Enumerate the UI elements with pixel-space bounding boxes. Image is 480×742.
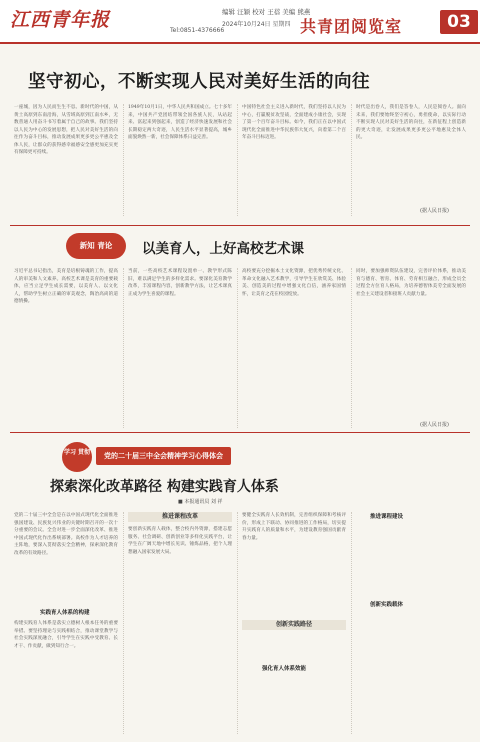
article3-byline: ■ 本报通讯员 刘 祥 — [178, 499, 223, 505]
article1-column-2: 1949年10月1日，中华人民共和国成立。七十多年来，中国共产党团结带领全国各族人民，从站起来、富起来到强起来，创造了经济快速发展和社会长期稳定两大奇迹，人民生活水平显著提高，城乡面貌焕然一新，社会保障体系日益完善。 — [128, 105, 232, 140]
article3-column-3: 要健全实践育人长效机制，完善组织保障和考核评价，形成上下联动、协同推进的工作格局，切实提升实践育人的质量和水平，为建设教育强国贡献青春力量。 — [242, 513, 346, 541]
article2-headline: 以美育人，上好高校艺术课 — [142, 241, 304, 257]
article2-column-3: 高校要充分挖掘本土文化资源，把优秀传统文化、革命文化融入艺术教学，引导学生在欣赏美、体验美、创造美的过程中增强文化自信，涵养家国情怀，让美育之花在校园绽放。 — [242, 269, 346, 297]
article3-box-subhead-2: 创新实践路径 — [242, 620, 346, 630]
section-title: 共青团阅览室 — [300, 17, 403, 36]
issue-date: 2024年10月24日 星期四 — [222, 21, 291, 28]
newspaper-logo: 江西青年报 — [10, 9, 111, 31]
article3-subhead-4: 强化育人体系效能 — [262, 666, 307, 672]
column-divider — [237, 268, 238, 428]
column-divider — [237, 104, 238, 216]
article3-column-2: 要创新实践育人载体，整合校内外资源，搭建志愿服务、社会调研、创新创业等多样化实践平台，让学生在广阔天地中增长见识、锤炼品格，把个人理想融入国家发展大局。 — [128, 527, 232, 555]
article1-column-3: 中国特色社会主义进入新时代，我们坚持以人民为中心，打赢脱贫攻坚战，全面建成小康社会，实现了第一个百年奋斗目标。如今，我们正在以中国式现代化全面推进中华民族伟大复兴，向着第二个百年奋斗目标迈进。 — [242, 105, 346, 140]
article3-headline: 探索深化改革路径 构建实践育人体系 — [50, 479, 279, 495]
article3-subhead-1: 实践育人体系的构建 — [40, 610, 90, 616]
study-badge: 学习 贯彻 — [62, 442, 92, 472]
editor-credits: 编辑 汪颖 校对 王蓓 美编 熊燕 — [222, 8, 311, 16]
column-divider — [351, 104, 352, 216]
article3-column-1b: 构建实践育人体系是落实立德树人根本任务的重要举措。要坚持理论与实践相结合，推动课堂教学与社会实践深度融合，引导学生在实践中受教育、长才干、作贡献，做到知行合一。 — [14, 621, 118, 649]
article1-column-1: 一座城，因为人民而生生不息。新时代的中国，从黄土高原到东南沿海，从雪域高原到江南水乡，无数普通人用奋斗书写着属于自己的故事。我们坚持以人民为中心的发展思想，把人民对美好生活的向往作为奋斗目标，推动发展成果更多更公平惠及全体人民，让群众的获得感幸福感安全感更加充实更有保障更可持续。 — [14, 105, 118, 155]
column-divider — [123, 512, 124, 734]
article1-headline: 坚守初心，不断实现人民对美好生活的向往 — [28, 72, 370, 92]
telephone: Tel:0851-4376666 — [170, 27, 225, 34]
study-banner: 党的二十届三中全会精神学习心得体会 — [96, 447, 231, 465]
article2-column-4: 同时，要加强师资队伍建设，完善评价体系，推动美育与德育、智育、体育、劳育相互融合，形成全员全过程全方位育人格局，为培养德智体美劳全面发展的社会主义建设者和接班人贡献力量。 — [356, 269, 466, 297]
article1-byline: (据人民日报) — [420, 208, 449, 214]
article3-subhead-2: 推进课程建设 — [370, 514, 404, 520]
section-divider — [10, 432, 470, 433]
article2-column-1: 习近平总书记指出，美育是培根铸魂的工作，提高人的审美和人文素养。高校艺术课是美育的重要载体，应当立足学生成长需要，以美育人、以文化人，帮助学生树立正确的审美观念，陶冶高尚的道德情操。 — [14, 269, 118, 304]
article1-column-4: 时代是出卷人，我们是答卷人，人民是阅卷人。面向未来，我们要始终坚守初心，勇担使命，以实际行动不断实现人民对美好生活的向往，在新征程上创造新的更大奇迹，让发展成果更多更公平地惠及全体人民。 — [356, 105, 466, 140]
column-divider — [351, 268, 352, 428]
column-divider — [351, 512, 352, 734]
article3-column-1: 党的二十届三中全会是在以中国式现代化全面推进强国建设、民族复兴伟业的关键时期召开的一次十分重要的会议。全会对进一步全面深化改革、推进中国式现代化作出系统部署。高校作为人才培养的主阵地，要深入贯彻落实全会精神，探索深化教育改革的有效路径。 — [14, 513, 118, 556]
article3-subhead-3: 创新实践载体 — [370, 602, 404, 608]
column-tag — [66, 233, 126, 259]
column-tag-right: 青论 — [97, 241, 113, 250]
column-divider — [237, 512, 238, 734]
column-tag-left: 新知 — [79, 241, 95, 250]
article2-byline: (据人民日报) — [420, 422, 449, 428]
page-number: 03 — [440, 10, 478, 34]
article2-column-2: 当前，一些高校艺术课程设置单一、教学形式陈旧，难以满足学生的多样化需求。要深化美育教学改革，丰富课程内容，创新教学方法，让艺术课真正成为学生喜爱的课程。 — [128, 269, 232, 297]
column-divider — [123, 104, 124, 216]
section-divider — [10, 225, 470, 226]
article3-box-subhead-1: 推进课程改革 — [128, 512, 232, 522]
column-divider — [123, 268, 124, 428]
